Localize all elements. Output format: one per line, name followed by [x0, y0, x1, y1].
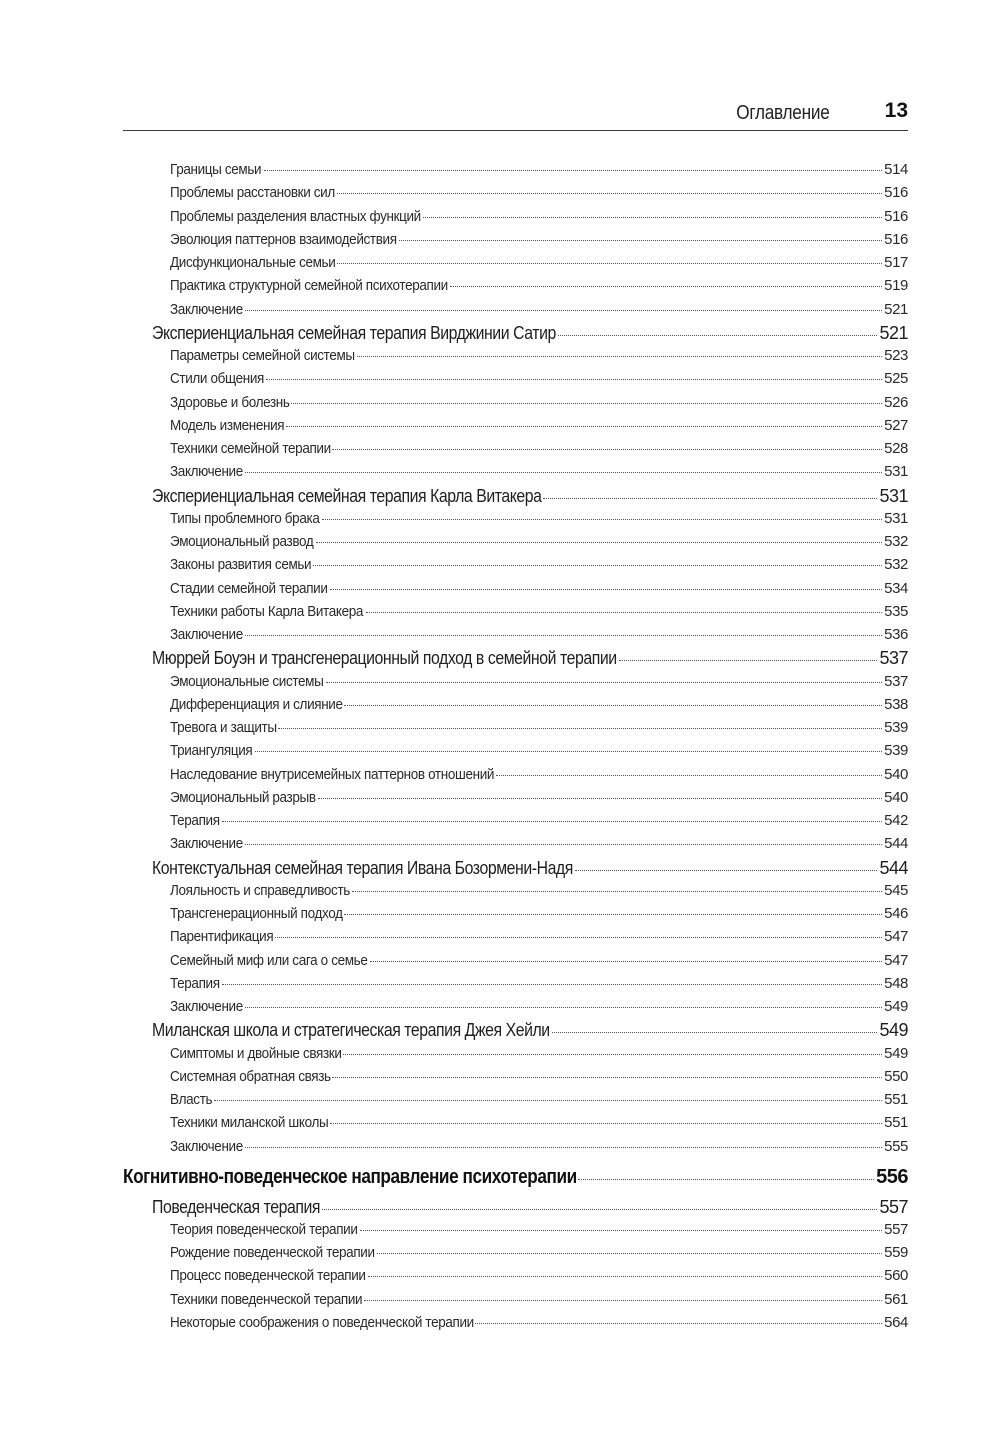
dot-leader [332, 448, 882, 450]
dot-leader [313, 564, 882, 566]
toc-section-entry[interactable] [170, 1091, 908, 1114]
toc-entry-title: Стадии семейной терапии [170, 579, 328, 597]
toc-section-entry[interactable] [170, 719, 908, 742]
dot-leader [399, 239, 883, 241]
toc-entry-title: Процесс поведенческой терапии [170, 1267, 366, 1285]
dot-leader [357, 355, 882, 357]
dot-leader [330, 1122, 882, 1124]
dot-leader [343, 1053, 882, 1055]
toc-chapter-entry[interactable] [152, 858, 908, 882]
toc-entry-title: Экспериенциальная семейная терапия Вирджинии Сатир [152, 322, 556, 343]
toc-entry-title: Типы проблемного брака [170, 509, 320, 527]
toc-entry-page: 531 [884, 509, 908, 527]
toc-entry-page: 514 [884, 161, 908, 178]
toc-entry-title: Триангуляция [170, 742, 253, 760]
toc-entry-page: 546 [884, 905, 908, 922]
toc-section-entry[interactable] [170, 742, 908, 765]
dot-leader [450, 285, 883, 287]
page-header [123, 96, 908, 131]
toc-section-entry[interactable] [170, 417, 908, 440]
toc-entry-title: Терапия [170, 812, 220, 829]
toc-entry-title: Границы семьи [170, 161, 262, 178]
toc-entry-page: 551 [884, 1114, 908, 1132]
toc-section-entry[interactable] [170, 1267, 908, 1290]
dot-leader [619, 659, 878, 661]
toc-entry-page: 540 [884, 788, 908, 806]
toc-section-entry[interactable] [170, 440, 908, 463]
toc-entry-page: 534 [884, 579, 908, 597]
toc-entry-title: Техники миланской школы [170, 1114, 329, 1132]
toc-section-entry[interactable] [170, 1291, 908, 1314]
dot-leader [552, 1031, 878, 1033]
toc-section-entry[interactable] [170, 673, 908, 696]
dot-leader [496, 774, 882, 776]
toc-section-entry[interactable] [170, 696, 908, 719]
toc-section-entry[interactable] [170, 556, 908, 579]
toc-entry-title: Парентификация [170, 928, 274, 946]
toc-section-entry[interactable] [170, 1244, 908, 1267]
toc-entry-page: 525 [884, 370, 908, 388]
toc-entry-title: Когнитивно-поведенческое направление психотерапии [123, 1165, 577, 1188]
toc-entry-page: 560 [884, 1267, 908, 1285]
toc-entry-title: Стили общения [170, 370, 264, 388]
toc-entry-title: Наследование внутрисемейных паттернов отношений [170, 765, 495, 783]
toc-entry-title: Тревога и защиты [170, 719, 277, 736]
dot-leader [475, 1322, 882, 1324]
toc-entry-title: Техники работы Карла Витакера [170, 602, 364, 620]
dot-leader [222, 820, 882, 822]
toc-entry-title: Проблемы разделения властных функций [170, 207, 421, 225]
toc-section-entry[interactable] [170, 1138, 908, 1161]
dot-leader [275, 936, 882, 938]
toc-entry-title: Модель изменения [170, 416, 285, 434]
toc-chapter-entry[interactable] [152, 486, 908, 510]
toc-entry-page: 517 [884, 254, 908, 271]
toc-entry-page: 516 [884, 207, 908, 225]
dot-leader [558, 334, 878, 336]
toc-section-entry[interactable] [170, 835, 908, 858]
toc-entry-page: 542 [884, 812, 908, 829]
toc-section-entry[interactable] [170, 952, 908, 975]
dot-leader [291, 402, 882, 404]
toc-entry-title: Контекстуальная семейная терапия Ивана Бозормени-Надя [152, 857, 573, 878]
toc-entry-title: Эмоциональные системы [170, 672, 324, 690]
toc-section-entry[interactable] [170, 347, 908, 370]
toc-entry-page: 556 [876, 1165, 908, 1188]
toc-section-entry[interactable] [170, 905, 908, 928]
dot-leader [366, 611, 883, 613]
toc-entry-title: Эмоциональный развод [170, 533, 314, 550]
toc-entry-title: Симптомы и двойные связки [170, 1044, 342, 1062]
dot-leader [352, 890, 882, 892]
toc-entry-title: Заключение [170, 1137, 243, 1155]
toc-entry-page: 545 [884, 881, 908, 899]
toc-entry-title: Трансгенерационный подход [170, 905, 343, 922]
toc-entry-page: 544 [879, 857, 908, 878]
toc-section-entry[interactable] [170, 394, 908, 417]
toc-entry-page: 559 [884, 1244, 908, 1261]
toc-section-entry[interactable] [170, 1221, 908, 1244]
toc-section-entry[interactable] [170, 161, 908, 184]
toc-entry-title: Параметры семейной системы [170, 347, 355, 364]
toc-entry-title: Терапия [170, 974, 220, 992]
dot-leader [326, 681, 882, 683]
toc-section-entry[interactable] [170, 1314, 908, 1337]
toc-section-entry[interactable] [170, 510, 908, 533]
toc-entry-title: Семейный миф или сага о семье [170, 951, 368, 969]
toc-entry-page: 528 [884, 440, 908, 457]
toc-entry-title: Власть [170, 1091, 213, 1108]
toc-section-entry[interactable] [170, 812, 908, 835]
toc-entry-page: 536 [884, 626, 908, 643]
toc-entry-page: 544 [884, 835, 908, 853]
toc-entry-page: 532 [884, 556, 908, 574]
page-number: 13 [884, 99, 908, 122]
toc-entry-page: 521 [884, 300, 908, 318]
toc-section-entry[interactable] [170, 463, 908, 486]
toc-entry-page: 539 [884, 719, 908, 736]
toc-entry-page: 527 [884, 416, 908, 434]
toc-entry-title: Теория поведенческой терапии [170, 1220, 358, 1238]
toc-section-entry[interactable] [170, 626, 908, 649]
toc-entry-page: 526 [884, 393, 908, 411]
toc-section-entry[interactable] [170, 231, 908, 254]
toc-entry-title: Дисфункциональные семьи [170, 254, 336, 271]
dot-leader [318, 797, 883, 799]
toc-entry-page: 537 [879, 648, 908, 669]
toc-section-entry[interactable] [170, 254, 908, 277]
toc-section-entry[interactable] [170, 789, 908, 812]
toc-entry-title: Дифференциация и слияние [170, 695, 343, 713]
dot-leader [575, 869, 877, 871]
dot-leader [264, 169, 883, 171]
dot-leader [245, 843, 882, 845]
toc-entry-page: 537 [884, 672, 908, 690]
dot-leader [286, 425, 882, 427]
dot-leader [337, 192, 882, 194]
dot-leader [344, 704, 882, 706]
toc-entry-title: Заключение [170, 998, 243, 1015]
dot-leader [316, 541, 882, 543]
toc-entry-title: Мюррей Боуэн и трансгенерационный подход в семейной терапии [152, 648, 617, 669]
toc-section-entry[interactable] [170, 208, 908, 231]
toc-entry-page: 557 [884, 1220, 908, 1238]
dot-leader [245, 471, 882, 473]
toc-entry-page: 564 [884, 1313, 908, 1331]
dot-leader [214, 1099, 882, 1101]
toc-entry-page: 549 [879, 1020, 908, 1041]
dot-leader [332, 1076, 882, 1078]
toc-entry-page: 531 [884, 463, 908, 481]
toc-entry-title: Эмоциональный разрыв [170, 788, 316, 806]
toc-entry-title: Законы развития семьи [170, 556, 312, 574]
toc-entry-title: Системная обратная связь [170, 1067, 331, 1085]
dot-leader [266, 378, 882, 380]
dot-leader [255, 750, 882, 752]
dot-leader [222, 983, 882, 985]
toc-entry-page: 519 [884, 277, 908, 295]
dot-leader [360, 1229, 882, 1231]
toc-chapter-entry[interactable] [152, 1020, 908, 1044]
dot-leader [368, 1275, 882, 1277]
toc-chapter-entry[interactable] [152, 1197, 908, 1221]
dot-leader [278, 727, 882, 729]
toc-entry-page: 539 [884, 742, 908, 760]
toc-entry-title: Поведенческая терапия [152, 1196, 321, 1217]
toc-entry-page: 540 [884, 765, 908, 783]
toc-chapter-entry[interactable] [152, 648, 908, 672]
toc-entry-page: 561 [884, 1290, 908, 1308]
toc-entry-page: 516 [884, 184, 908, 202]
toc-section-entry[interactable] [170, 1114, 908, 1137]
toc-chapter-entry[interactable] [152, 323, 908, 347]
toc-entry-page: 551 [884, 1091, 908, 1108]
toc-entry-page: 516 [884, 230, 908, 248]
toc-entry-title: Техники семейной терапии [170, 440, 331, 457]
toc-entry-page: 548 [884, 974, 908, 992]
toc-section-entry[interactable] [170, 1068, 908, 1091]
toc-entry-page: 549 [884, 1044, 908, 1062]
dot-leader [344, 913, 882, 915]
toc-entry-page: 521 [879, 322, 908, 343]
toc-entry-title: Заключение [170, 626, 243, 643]
dot-leader [364, 1299, 882, 1301]
dot-leader [377, 1252, 882, 1254]
toc-entry-page: 549 [884, 998, 908, 1015]
toc-entry-title: Некоторые соображения о поведенческой терапии [170, 1313, 474, 1331]
dot-leader [245, 309, 882, 311]
toc-entry-title: Заключение [170, 463, 243, 481]
dot-leader [322, 518, 883, 520]
toc-section-entry[interactable] [170, 301, 908, 324]
toc-entry-page: 538 [884, 695, 908, 713]
toc-entry-title: Заключение [170, 300, 243, 318]
toc-entry-title: Проблемы расстановки сил [170, 184, 335, 202]
dot-leader [423, 216, 883, 218]
dot-leader [578, 1178, 874, 1180]
toc-section-entry[interactable] [170, 975, 908, 998]
dot-leader [337, 262, 882, 264]
toc-entry-page: 532 [884, 533, 908, 550]
toc-section-entry[interactable] [170, 277, 908, 300]
toc-entry-title: Техники поведенческой терапии [170, 1290, 363, 1308]
toc-entry-title: Лояльность и справедливость [170, 881, 350, 899]
toc-entry-title: Заключение [170, 835, 243, 853]
toc-section-entry[interactable] [170, 928, 908, 951]
toc-entry-title: Рождение поведенческой терапии [170, 1244, 375, 1261]
dot-leader [322, 1208, 878, 1210]
dot-leader [330, 588, 883, 590]
toc-entry-page: 523 [884, 347, 908, 364]
toc-entry-title: Здоровье и болезнь [170, 393, 290, 411]
toc-entry-title: Миланская школа и стратегическая терапия Джея Хейли [152, 1020, 550, 1041]
toc-section-entry[interactable] [170, 184, 908, 207]
toc-section-entry[interactable] [170, 603, 908, 626]
toc-section-entry[interactable] [170, 370, 908, 393]
toc-section-entry[interactable] [170, 766, 908, 789]
toc-entry-title: Экспериенциальная семейная терапия Карла Витакера [152, 485, 542, 506]
toc-section-entry[interactable] [170, 882, 908, 905]
toc-entry-page: 547 [884, 928, 908, 946]
dot-leader [543, 497, 877, 499]
toc-section-entry[interactable] [170, 1045, 908, 1068]
dot-leader [245, 1006, 882, 1008]
toc-section-entry[interactable] [170, 998, 908, 1021]
toc-entry-title: Эволюция паттернов взаимодействия [170, 230, 397, 248]
running-header-title: Оглавление [736, 102, 830, 124]
dot-leader [245, 634, 882, 636]
dot-leader [245, 1146, 882, 1148]
toc-entry-page: 531 [879, 485, 908, 506]
toc-entry-page: 550 [884, 1067, 908, 1085]
toc-entry-page: 557 [879, 1196, 908, 1217]
toc-entry-page: 547 [884, 951, 908, 969]
toc-part-entry[interactable] [123, 1166, 908, 1194]
dot-leader [370, 960, 882, 962]
toc-section-entry[interactable] [170, 533, 908, 556]
toc-entry-page: 555 [884, 1137, 908, 1155]
toc-entry-page: 535 [884, 602, 908, 620]
toc-section-entry[interactable] [170, 580, 908, 603]
toc-entry-title: Практика структурной семейной психотерапии [170, 277, 448, 295]
